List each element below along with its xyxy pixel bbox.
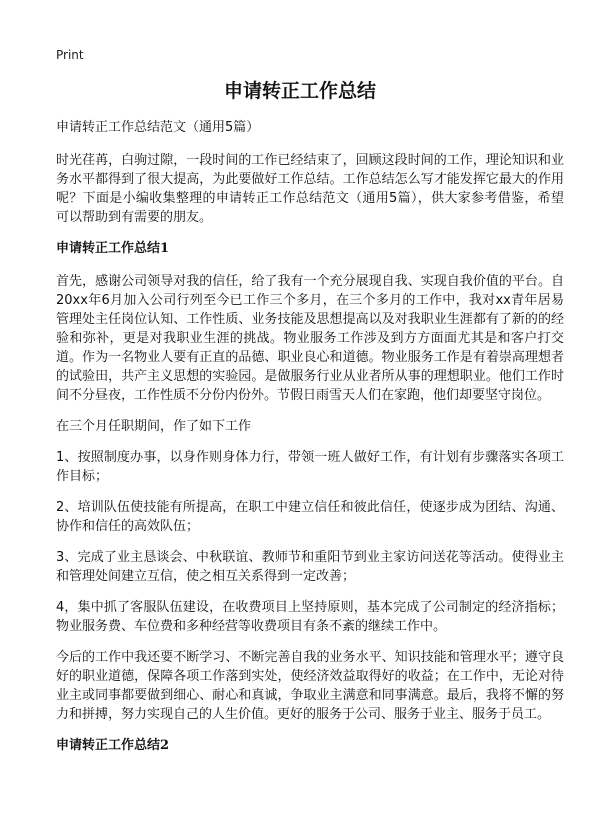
print-link[interactable]: Print xyxy=(56,48,84,62)
paragraph: 首先，感谢公司领导对我的信任，给了我有一个充分展现自我、实现自我价值的平台。自20xx年6月加入公司行列至今已工作三个多月，在三个多月的工作中，我对xx青年居易管理处主任岗位认知、工作性质、业务技能及思想提高以及对我职业生涯都有了新的的经验和弥补，更是对我职业生涯的挑战。物业服务工作涉及到方方面面尤其是和客户打交道。作为一名物业人要有正直的品德、职业良心和道德。物业服务工作是有着崇高理想者的试验田，共产主义思想的实验园。是做服务行业从业者所从事的理想职业。他们工作时间不分昼夜，工作性质不分份内份外。节假日雨雪天人们在家跑，他们却要坚守岗位。 xyxy=(56,274,564,403)
section-heading-1: 申请转正工作总结1 xyxy=(56,241,170,256)
page-title: 申请转正工作总结 xyxy=(223,80,376,102)
list-item: 3、完成了业主恳谈会、中秋联谊、教师节和重阳节到业主家访问送花等活动。使得业主和管理处间建立互信，使之相互关系得到一定改善； xyxy=(56,550,564,584)
section-heading-2: 申请转正工作总结2 xyxy=(56,738,170,753)
document-subtitle: 申请转正工作总结范文（通用5篇） xyxy=(56,120,260,135)
document-body xyxy=(56,118,564,769)
list-item: 1、按照制度办事，以身作则身体力行，带领一班人做好工作，有计划有步骤落实各项工作目标； xyxy=(56,450,564,484)
list-item: 2、培训队伍使技能有所提高，在职工中建立信任和彼此信任，使逐步成为团结、沟通、协作和信任的高效队伍； xyxy=(56,500,564,534)
list-item: 4，集中抓了客服队伍建设，在收费项目上坚持原则，基本完成了公司制定的经济指标；物业服务费、车位费和多种经营等收费项目有条不紊的继续工作中。 xyxy=(56,600,564,634)
paragraph: 在三个月任职期间，作了如下工作 xyxy=(56,419,252,434)
paragraph: 今后的工作中我还要不断学习、不断完善自我的业务水平、知识技能和管理水平；遵守良好的职业道德，保障各项工作落到实处，使经济效益取得好的收益；在工作中，无论对待业主或同事都要做到细心、耐心和真诚，争取业主满意和同事满意。最后，我将不懈的努力和拼搏，努力实现自己的人生价值。更好的服务于公司、服务于业主、服务于员工。 xyxy=(56,650,564,722)
intro-paragraph: 时光荏苒，白驹过隙，一段时间的工作已经结束了，回顾这段时间的工作，理论知识和业务水平都得到了很大提高，为此要做好工作总结。工作总结怎么写才能发挥它最大的作用呢？下面是小编收集整理的申请转正工作总结范文（通用5篇），供大家参考借鉴，希望可以帮助到有需要的朋友。 xyxy=(56,153,564,225)
